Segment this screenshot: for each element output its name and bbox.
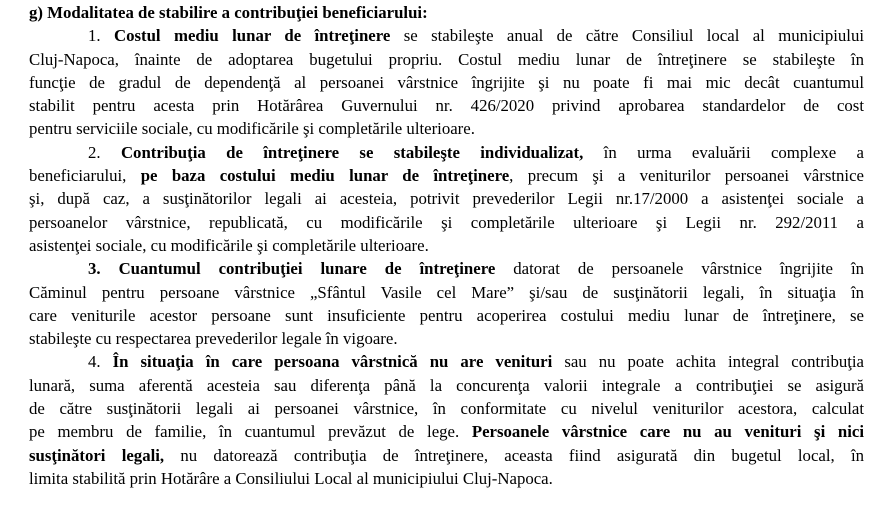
paragraph-4 — [29, 350, 864, 490]
paragraph-line — [29, 117, 864, 140]
bold-text: Persoanele vârstnice care nu au venituri şi nici — [471, 422, 864, 442]
paragraph-line — [29, 467, 864, 490]
paragraph-line — [29, 211, 864, 234]
bold-text: Contribuţia de întreţinere se stabileşte individualizat, — [120, 142, 584, 162]
bold-text: În situaţia în care persoana vârstnică nu are venituri — [112, 352, 553, 372]
paragraph-line — [29, 94, 864, 117]
paragraph-line — [29, 281, 864, 304]
bold-text: 3. — [88, 259, 119, 279]
bold-text: Costul mediu lunar de întreţinere — [113, 26, 391, 46]
document-page — [29, 1, 864, 490]
paragraph-list — [29, 24, 864, 490]
bold-text: Cuantumul contribuţiei lunare de întreţinere — [118, 259, 496, 279]
paragraph-line — [29, 374, 864, 397]
paragraph-line — [29, 444, 864, 467]
body-text: pe membru de familie, în cuantumul prevăzut de lege. — [29, 422, 472, 442]
body-text: care veniturile acestor persoane sunt insuficiente pentru acoperirea costului mediu lunar de întreţinere, se — [29, 305, 864, 325]
bold-text: pe baza costului mediu lunar de întreţinere — [140, 166, 510, 186]
body-text: de către susţinătorii legali ai persoanei vârstnice, în conformitate cu nivelul veniturilor acestora, calculat — [29, 399, 864, 419]
paragraph-line — [29, 187, 864, 210]
body-text: sau nu poate achita integral contribuţia — [552, 352, 864, 372]
paragraph-line — [29, 141, 864, 164]
body-text: în urma evaluării complexe a — [583, 142, 864, 162]
body-text: Cluj-Napoca, înainte de adoptarea bugetului propriu. Costul mediu lunar de întreţinere se stabileşte în — [29, 49, 864, 69]
body-text: , precum şi a veniturilor persoanei vârstnice — [509, 166, 864, 186]
body-text: Căminul pentru persoane vârstnice „Sfântul Vasile cel Mare” şi/sau de susţinătorii legali, în situaţia în — [29, 282, 864, 302]
body-text: datorat de persoanele vârstnice îngrijite în — [495, 259, 865, 279]
body-text: stabileşte cu respectarea prevederilor legale în vigoare. — [29, 329, 398, 349]
paragraph-line — [29, 397, 864, 420]
paragraph-line — [29, 420, 864, 443]
paragraph-line — [29, 24, 864, 47]
paragraph-line — [29, 164, 864, 187]
paragraph-line — [29, 71, 864, 94]
section-heading: g) Modalitatea de stabilire a contribuţiei beneficiarului: — [29, 3, 428, 22]
body-text: asistenţei sociale, cu modificările şi completările ulterioare. — [29, 235, 429, 255]
body-text: 4. — [88, 352, 113, 372]
paragraph-line — [29, 327, 864, 350]
body-text: lunară, suma aferentă acesteia sau diferenţa până la concurenţa valorii integrale a contribuţiei se asigură — [29, 375, 864, 395]
body-text: nu datorează contribuţia de întreţinere, aceasta fiind asigurată din bugetul local, în — [164, 445, 864, 465]
body-text: se stabileşte anual de către Consiliul local al municipiului — [390, 26, 864, 46]
paragraph-line — [29, 257, 864, 280]
bold-text: susţinători legali, — [29, 445, 165, 465]
body-text: persoanelor vârstnice, republicată, cu modificările şi completările ulterioare şi Legii nr. 292/2011 a — [29, 212, 864, 232]
body-text: funcţie de gradul de dependenţă al persoanei vârstnice îngrijite şi nu poate fi mai mic decât cuantumul — [29, 72, 864, 92]
body-text: beneficiarului, — [29, 166, 141, 186]
body-text: 2. — [88, 142, 121, 162]
paragraph-line — [29, 234, 864, 257]
paragraph-2 — [29, 141, 864, 257]
body-text: pentru serviciile sociale, cu modificările şi completările ulterioare. — [29, 119, 475, 139]
body-text: limita stabilită prin Hotărâre a Consiliului Local al municipiului Cluj-Napoca. — [29, 468, 553, 488]
paragraph-line — [29, 304, 864, 327]
body-text: şi, după caz, a susţinătorilor legali ai acesteia, potrivit prevederilor Legii nr.17/2000 a asistenţei sociale a — [29, 189, 864, 209]
body-text: stabilit pentru acesta prin Hotărârea Guvernului nr. 426/2020 privind aprobarea standardelor de cost — [29, 96, 864, 116]
body-text: 1. — [88, 26, 114, 46]
paragraph-1 — [29, 24, 864, 140]
paragraph-3 — [29, 257, 864, 350]
paragraph-line — [29, 48, 864, 71]
paragraph-line — [29, 350, 864, 373]
